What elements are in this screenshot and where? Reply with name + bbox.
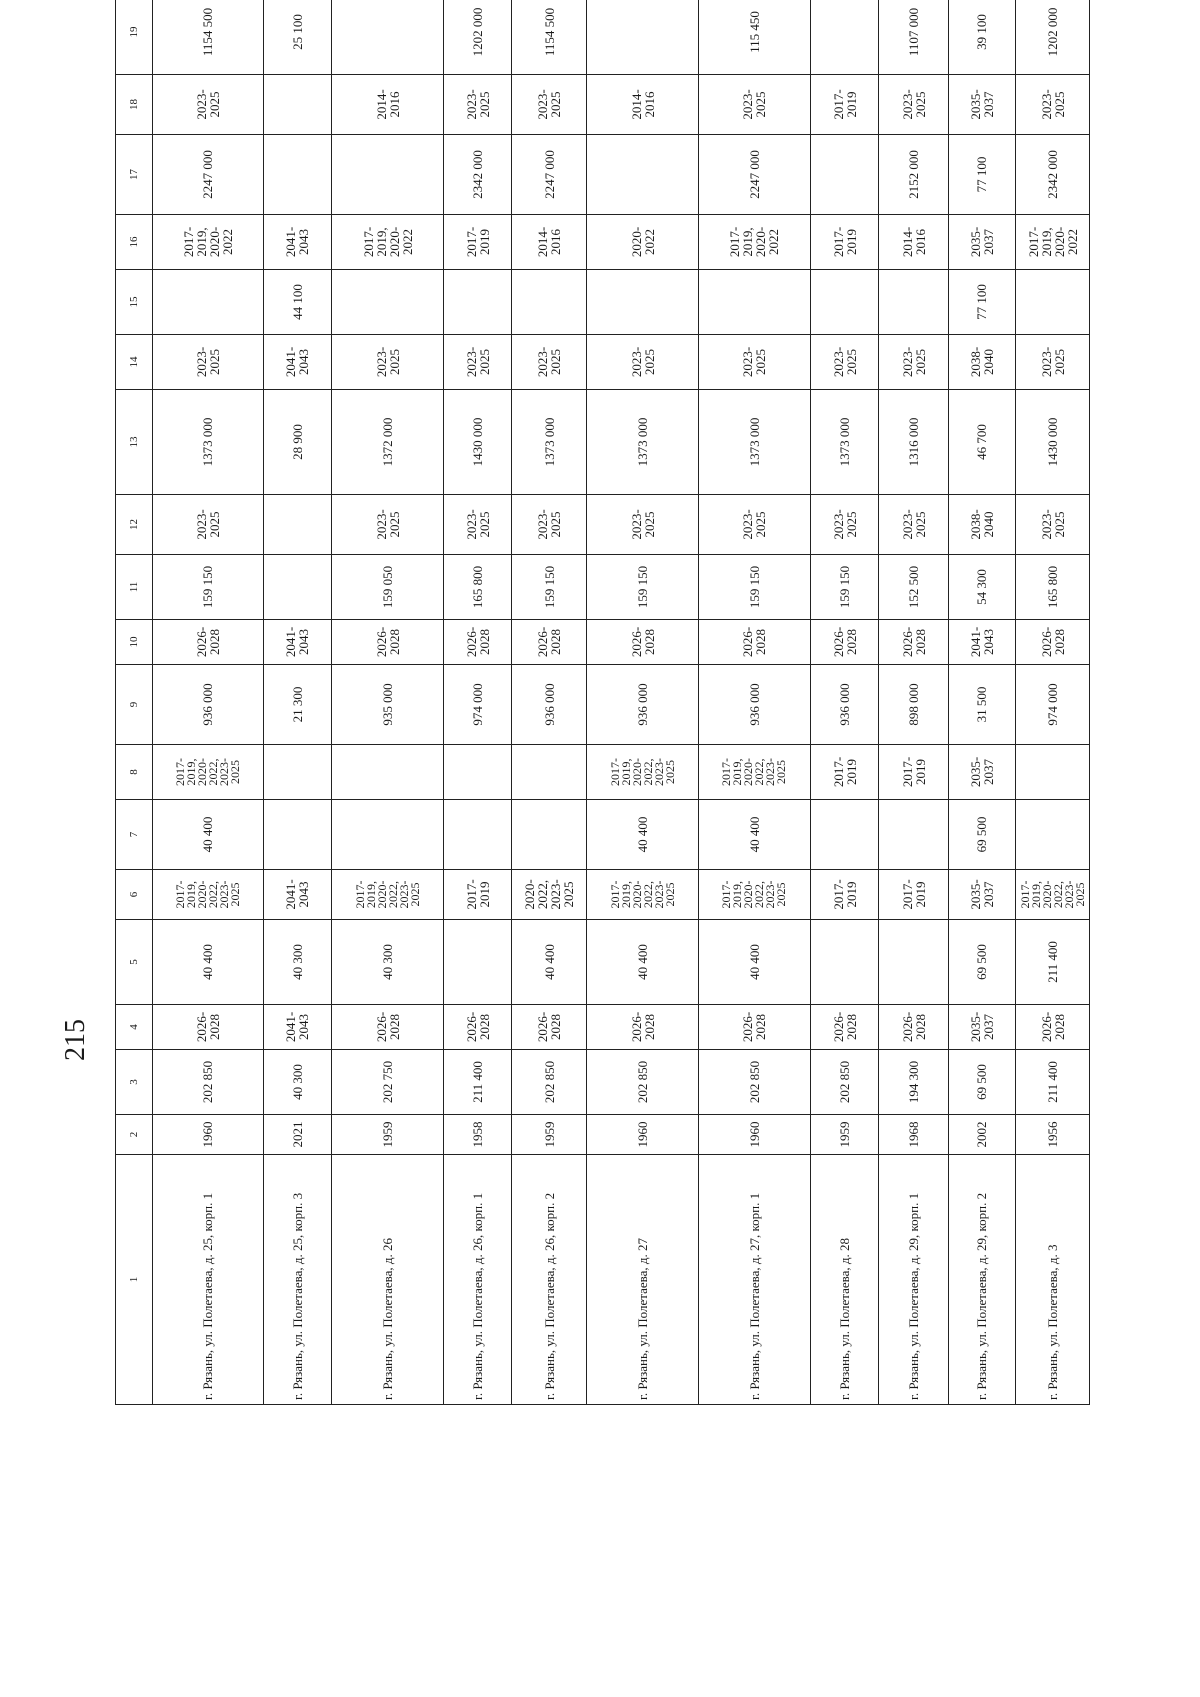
table-cell: 152 500 bbox=[879, 555, 948, 620]
table-cell: 2026- 2028 bbox=[699, 620, 811, 665]
column-header-13: 13 bbox=[116, 390, 153, 495]
table-cell: 40 400 bbox=[153, 800, 264, 870]
table-cell: 2247 000 bbox=[512, 135, 587, 215]
table-cell: 2026- 2028 bbox=[443, 620, 511, 665]
table-cell bbox=[810, 135, 878, 215]
table-cell: 2014- 2016 bbox=[879, 215, 948, 270]
table-cell: 2026- 2028 bbox=[810, 1005, 878, 1050]
table-cell: 936 000 bbox=[810, 665, 878, 745]
table-cell: 54 300 bbox=[948, 555, 1015, 620]
table-cell: 2026- 2028 bbox=[153, 1005, 264, 1050]
address-cell: г. Рязань, ул. Полетаева, д. 27 bbox=[587, 1155, 699, 1405]
table-cell: 2017- 2019, 2020- 2022 bbox=[153, 215, 264, 270]
table-cell: 2026- 2028 bbox=[512, 620, 587, 665]
table-cell: 2017- 2019, 2020- 2022 bbox=[699, 215, 811, 270]
table-cell: 2023- 2025 bbox=[1016, 495, 1090, 555]
table-cell: 2026- 2028 bbox=[332, 620, 444, 665]
table-cell: 2023- 2025 bbox=[512, 495, 587, 555]
table-cell: 2023- 2025 bbox=[587, 335, 699, 390]
table-cell: 2017- 2019 bbox=[879, 745, 948, 800]
address-cell: г. Рязань, ул. Полетаева, д. 27, корп. 1 bbox=[699, 1155, 811, 1405]
table-cell bbox=[1016, 800, 1090, 870]
table-cell: 2026- 2028 bbox=[512, 1005, 587, 1050]
column-header-14: 14 bbox=[116, 335, 153, 390]
table-row bbox=[263, 0, 331, 1405]
table-cell: 2041- 2043 bbox=[263, 215, 331, 270]
table-cell bbox=[332, 270, 444, 335]
table-cell: 2017- 2019, 2020- 2022, 2023- 2025 bbox=[153, 870, 264, 920]
table-cell: 1959 bbox=[512, 1115, 587, 1155]
column-header-4: 4 bbox=[116, 1005, 153, 1050]
table-cell: 2017- 2019 bbox=[443, 870, 511, 920]
table-cell: 2020- 2022 bbox=[587, 215, 699, 270]
table-cell: 1316 000 bbox=[879, 390, 948, 495]
table-cell: 1373 000 bbox=[810, 390, 878, 495]
table-cell: 2038- 2040 bbox=[948, 335, 1015, 390]
table-cell: 2023- 2025 bbox=[443, 75, 511, 135]
table-cell bbox=[263, 75, 331, 135]
table-cell: 69 500 bbox=[948, 1050, 1015, 1115]
table-cell: 1107 000 bbox=[879, 0, 948, 75]
table-cell bbox=[879, 270, 948, 335]
table-cell: 2017- 2019, 2020- 2022 bbox=[1016, 215, 1090, 270]
table-cell: 2026- 2028 bbox=[1016, 620, 1090, 665]
table-cell: 2014- 2016 bbox=[512, 215, 587, 270]
table-cell: 2035- 2037 bbox=[948, 870, 1015, 920]
table-cell: 2021 bbox=[263, 1115, 331, 1155]
table-cell: 898 000 bbox=[879, 665, 948, 745]
table-cell: 1959 bbox=[810, 1115, 878, 1155]
table-cell bbox=[153, 270, 264, 335]
table-cell bbox=[810, 270, 878, 335]
table-cell bbox=[263, 495, 331, 555]
table-cell: 1956 bbox=[1016, 1115, 1090, 1155]
table-cell: 2026- 2028 bbox=[332, 1005, 444, 1050]
table-cell bbox=[1016, 270, 1090, 335]
table-cell: 25 100 bbox=[263, 0, 331, 75]
table-cell: 2017- 2019 bbox=[879, 870, 948, 920]
table-cell: 2152 000 bbox=[879, 135, 948, 215]
table-cell: 211 400 bbox=[1016, 920, 1090, 1005]
table-cell: 2026- 2028 bbox=[153, 620, 264, 665]
table-row bbox=[810, 0, 878, 1405]
table-cell: 2023- 2025 bbox=[512, 75, 587, 135]
table-cell: 2017- 2019, 2020- 2022, 2023- 2025 bbox=[587, 870, 699, 920]
address-cell: г. Рязань, ул. Полетаева, д. 28 bbox=[810, 1155, 878, 1405]
table-cell bbox=[699, 270, 811, 335]
table-cell: 2035- 2037 bbox=[948, 1005, 1015, 1050]
table-cell: 159 050 bbox=[332, 555, 444, 620]
table-cell: 2035- 2037 bbox=[948, 75, 1015, 135]
table-cell bbox=[332, 135, 444, 215]
table-cell: 39 100 bbox=[948, 0, 1015, 75]
table-cell: 2014- 2016 bbox=[587, 75, 699, 135]
table-cell bbox=[810, 0, 878, 75]
table-cell: 28 900 bbox=[263, 390, 331, 495]
table-cell: 202 850 bbox=[153, 1050, 264, 1115]
table-cell bbox=[810, 800, 878, 870]
table-row bbox=[512, 0, 587, 1405]
table-cell: 2017- 2019 bbox=[810, 75, 878, 135]
table-row bbox=[587, 0, 699, 1405]
table-cell: 40 400 bbox=[153, 920, 264, 1005]
table-cell: 936 000 bbox=[512, 665, 587, 745]
table-cell: 77 100 bbox=[948, 135, 1015, 215]
table-cell: 77 100 bbox=[948, 270, 1015, 335]
table-cell: 2041- 2043 bbox=[263, 620, 331, 665]
table-cell bbox=[332, 745, 444, 800]
table-cell: 2342 000 bbox=[1016, 135, 1090, 215]
table-cell: 1968 bbox=[879, 1115, 948, 1155]
table-cell: 2023- 2025 bbox=[153, 495, 264, 555]
table-cell: 40 400 bbox=[512, 920, 587, 1005]
table-cell: 1959 bbox=[332, 1115, 444, 1155]
table-cell: 2017- 2019, 2020- 2022, 2023- 2025 bbox=[332, 870, 444, 920]
table-cell: 2023- 2025 bbox=[699, 495, 811, 555]
table-cell bbox=[879, 800, 948, 870]
table-cell: 40 300 bbox=[332, 920, 444, 1005]
table-cell: 2014- 2016 bbox=[332, 75, 444, 135]
table-row bbox=[153, 0, 264, 1405]
address-cell: г. Рязань, ул. Полетаева, д. 29, корп. 1 bbox=[879, 1155, 948, 1405]
table-cell: 202 850 bbox=[587, 1050, 699, 1115]
table-cell: 1960 bbox=[153, 1115, 264, 1155]
table-cell: 2041- 2043 bbox=[263, 335, 331, 390]
table-cell bbox=[587, 135, 699, 215]
column-header-11: 11 bbox=[116, 555, 153, 620]
page-number: 215 bbox=[60, 1019, 91, 1061]
table-cell: 40 300 bbox=[263, 1050, 331, 1115]
table-cell: 1430 000 bbox=[1016, 390, 1090, 495]
table-cell: 936 000 bbox=[587, 665, 699, 745]
column-header-12: 12 bbox=[116, 495, 153, 555]
table-cell: 2023- 2025 bbox=[512, 335, 587, 390]
table-cell: 159 150 bbox=[699, 555, 811, 620]
table-cell: 1372 000 bbox=[332, 390, 444, 495]
table-cell: 31 500 bbox=[948, 665, 1015, 745]
table-cell: 2017- 2019, 2020- 2022, 2023- 2025 bbox=[699, 870, 811, 920]
table-cell bbox=[443, 745, 511, 800]
table-cell: 2342 000 bbox=[443, 135, 511, 215]
table-cell: 2026- 2028 bbox=[810, 620, 878, 665]
table-cell: 974 000 bbox=[443, 665, 511, 745]
table-cell: 1958 bbox=[443, 1115, 511, 1155]
table-cell: 1373 000 bbox=[587, 390, 699, 495]
table-cell: 21 300 bbox=[263, 665, 331, 745]
column-header-2: 2 bbox=[116, 1115, 153, 1155]
table-cell: 1960 bbox=[699, 1115, 811, 1155]
table-cell: 2023- 2025 bbox=[810, 495, 878, 555]
column-header-17: 17 bbox=[116, 135, 153, 215]
address-cell: г. Рязань, ул. Полетаева, д. 26, корп. 2 bbox=[512, 1155, 587, 1405]
data-table bbox=[115, 0, 1090, 1405]
table-cell bbox=[810, 920, 878, 1005]
data-table-container bbox=[115, 7, 1090, 1405]
table-cell bbox=[443, 270, 511, 335]
table-cell: 2026- 2028 bbox=[587, 620, 699, 665]
table-cell: 69 500 bbox=[948, 920, 1015, 1005]
table-cell: 1202 000 bbox=[443, 0, 511, 75]
column-header-5: 5 bbox=[116, 920, 153, 1005]
table-cell: 2041- 2043 bbox=[263, 870, 331, 920]
table-cell: 974 000 bbox=[1016, 665, 1090, 745]
column-header-19: 19 bbox=[116, 0, 153, 75]
table-cell: 1373 000 bbox=[512, 390, 587, 495]
table-cell: 2041- 2043 bbox=[948, 620, 1015, 665]
table-row bbox=[948, 0, 1015, 1405]
table-cell bbox=[263, 745, 331, 800]
table-cell: 2002 bbox=[948, 1115, 1015, 1155]
table-cell: 2041- 2043 bbox=[263, 1005, 331, 1050]
table-cell: 2026- 2028 bbox=[879, 1005, 948, 1050]
address-cell: г. Рязань, ул. Полетаева, д. 25, корп. 1 bbox=[153, 1155, 264, 1405]
table-cell bbox=[879, 920, 948, 1005]
table-cell: 1202 000 bbox=[1016, 0, 1090, 75]
table-cell: 2023- 2025 bbox=[153, 75, 264, 135]
table-cell: 2023- 2025 bbox=[879, 75, 948, 135]
table-cell: 165 800 bbox=[443, 555, 511, 620]
table-cell: 2023- 2025 bbox=[699, 335, 811, 390]
table-row bbox=[699, 0, 811, 1405]
table-cell: 2247 000 bbox=[699, 135, 811, 215]
table-cell: 2017- 2019 bbox=[810, 215, 878, 270]
column-header-6: 6 bbox=[116, 870, 153, 920]
table-cell bbox=[332, 800, 444, 870]
address-cell: г. Рязань, ул. Полетаева, д. 25, корп. 3 bbox=[263, 1155, 331, 1405]
table-cell: 2247 000 bbox=[153, 135, 264, 215]
table-row bbox=[879, 0, 948, 1405]
table-cell bbox=[512, 800, 587, 870]
table-cell: 202 850 bbox=[810, 1050, 878, 1115]
address-cell: г. Рязань, ул. Полетаева, д. 29, корп. 2 bbox=[948, 1155, 1015, 1405]
table-cell: 2017- 2019, 2020- 2022, 2023- 2025 bbox=[153, 745, 264, 800]
table-cell: 2023- 2025 bbox=[443, 495, 511, 555]
table-cell: 69 500 bbox=[948, 800, 1015, 870]
column-header-16: 16 bbox=[116, 215, 153, 270]
table-cell: 40 400 bbox=[587, 920, 699, 1005]
table-cell bbox=[263, 135, 331, 215]
table-cell bbox=[263, 555, 331, 620]
table-row bbox=[1016, 0, 1090, 1405]
table-cell: 1430 000 bbox=[443, 390, 511, 495]
table-row bbox=[332, 0, 444, 1405]
table-cell: 935 000 bbox=[332, 665, 444, 745]
table-cell: 2017- 2019, 2020- 2022 bbox=[332, 215, 444, 270]
table-cell: 1154 500 bbox=[512, 0, 587, 75]
table-cell bbox=[443, 800, 511, 870]
table-cell: 115 450 bbox=[699, 0, 811, 75]
table-cell bbox=[263, 800, 331, 870]
header-row bbox=[116, 0, 153, 1405]
table-cell: 211 400 bbox=[443, 1050, 511, 1115]
table-cell: 211 400 bbox=[1016, 1050, 1090, 1115]
table-cell: 2038- 2040 bbox=[948, 495, 1015, 555]
column-header-3: 3 bbox=[116, 1050, 153, 1115]
table-cell: 2035- 2037 bbox=[948, 745, 1015, 800]
table-cell: 2017- 2019 bbox=[810, 745, 878, 800]
table-cell: 2020- 2022, 2023- 2025 bbox=[512, 870, 587, 920]
table-cell: 2023- 2025 bbox=[443, 335, 511, 390]
table-cell: 1154 500 bbox=[153, 0, 264, 75]
table-cell: 2026- 2028 bbox=[1016, 1005, 1090, 1050]
table-cell: 2017- 2019 bbox=[443, 215, 511, 270]
table-cell bbox=[1016, 745, 1090, 800]
table-cell: 2017- 2019, 2020- 2022, 2023- 2025 bbox=[587, 745, 699, 800]
table-cell: 40 400 bbox=[699, 800, 811, 870]
table-cell: 202 850 bbox=[512, 1050, 587, 1115]
table-cell: 2035- 2037 bbox=[948, 215, 1015, 270]
column-header-8: 8 bbox=[116, 745, 153, 800]
column-header-7: 7 bbox=[116, 800, 153, 870]
table-cell: 2023- 2025 bbox=[332, 335, 444, 390]
table-cell: 44 100 bbox=[263, 270, 331, 335]
address-cell: г. Рязань, ул. Полетаева, д. 26 bbox=[332, 1155, 444, 1405]
table-cell: 194 300 bbox=[879, 1050, 948, 1115]
table-cell: 202 850 bbox=[699, 1050, 811, 1115]
table-cell: 2026- 2028 bbox=[699, 1005, 811, 1050]
table-cell bbox=[587, 0, 699, 75]
table-cell: 2026- 2028 bbox=[587, 1005, 699, 1050]
table-cell bbox=[332, 0, 444, 75]
table-cell: 159 150 bbox=[153, 555, 264, 620]
column-header-1: 1 bbox=[116, 1155, 153, 1405]
table-cell: 2026- 2028 bbox=[879, 620, 948, 665]
table-cell: 1373 000 bbox=[699, 390, 811, 495]
table-cell: 40 400 bbox=[587, 800, 699, 870]
table-cell: 2017- 2019, 2020- 2022, 2023- 2025 bbox=[1016, 870, 1090, 920]
table-cell: 2017- 2019, 2020- 2022, 2023- 2025 bbox=[699, 745, 811, 800]
table-cell: 40 300 bbox=[263, 920, 331, 1005]
table-cell: 2023- 2025 bbox=[153, 335, 264, 390]
table-cell: 2023- 2025 bbox=[879, 495, 948, 555]
table-cell: 2023- 2025 bbox=[810, 335, 878, 390]
address-cell: г. Рязань, ул. Полетаева, д. 26, корп. 1 bbox=[443, 1155, 511, 1405]
table-cell: 159 150 bbox=[587, 555, 699, 620]
table-cell: 2017- 2019 bbox=[810, 870, 878, 920]
column-header-10: 10 bbox=[116, 620, 153, 665]
table-cell: 2023- 2025 bbox=[1016, 75, 1090, 135]
table-row bbox=[443, 0, 511, 1405]
table-cell bbox=[512, 270, 587, 335]
table-cell: 936 000 bbox=[153, 665, 264, 745]
table-cell: 159 150 bbox=[810, 555, 878, 620]
table-cell: 165 800 bbox=[1016, 555, 1090, 620]
table-cell: 2023- 2025 bbox=[699, 75, 811, 135]
table-cell: 2023- 2025 bbox=[332, 495, 444, 555]
table-cell: 1373 000 bbox=[153, 390, 264, 495]
table-cell: 2026- 2028 bbox=[443, 1005, 511, 1050]
table-cell: 46 700 bbox=[948, 390, 1015, 495]
table-cell: 2023- 2025 bbox=[1016, 335, 1090, 390]
table-cell: 202 750 bbox=[332, 1050, 444, 1115]
column-header-9: 9 bbox=[116, 665, 153, 745]
column-header-18: 18 bbox=[116, 75, 153, 135]
table-cell bbox=[587, 270, 699, 335]
table-cell: 936 000 bbox=[699, 665, 811, 745]
address-cell: г. Рязань, ул. Полетаева, д. 3 bbox=[1016, 1155, 1090, 1405]
table-cell: 40 400 bbox=[699, 920, 811, 1005]
table-cell: 2023- 2025 bbox=[879, 335, 948, 390]
table-cell: 159 150 bbox=[512, 555, 587, 620]
table-cell: 1960 bbox=[587, 1115, 699, 1155]
table-cell: 2023- 2025 bbox=[587, 495, 699, 555]
table-cell bbox=[512, 745, 587, 800]
table-cell bbox=[443, 920, 511, 1005]
column-header-15: 15 bbox=[116, 270, 153, 335]
